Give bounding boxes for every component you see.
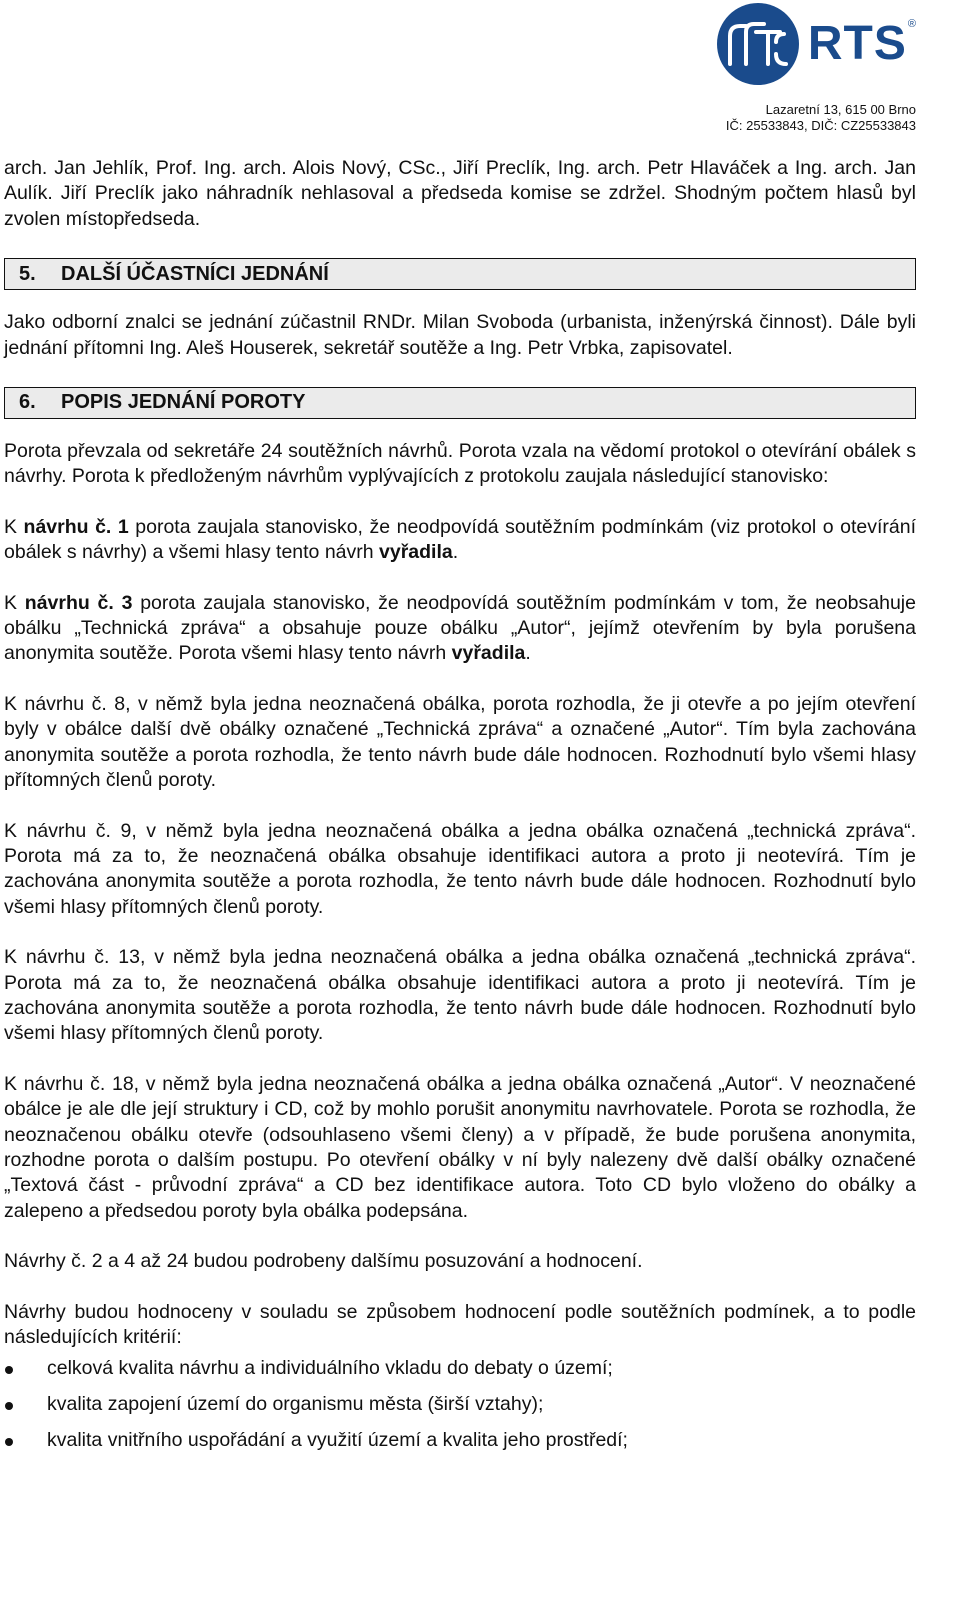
section-title: POPIS JEDNÁNÍ POROTY [61, 391, 306, 414]
text-run-bold: vyřadila [379, 541, 453, 564]
section-6-paragraph-4: K návrhu č. 8, v němž byla jedna neoznačená obálka, porota rozhodla, že ji otevře a po jejím otevření byly v obálce další dvě obálky označené „Technická zpráva“ a označené „Autor“. Tím byla zachována anonymita soutěže a porota rozhodla, že tento návrh bude dále hodnocen. Rozhodnutí bylo všemi hlasy přítomných členů poroty. [4, 692, 916, 792]
list-item: celková kvalita návrhu a individuálního vkladu do debaty o území; [4, 1350, 916, 1386]
section-5-text: Jako odborní znalci se jednání zúčastnil RNDr. Milan Svoboda (urbanista, inženýrská činnost). Dále byli jednání přítomni Ing. Aleš Houserek, sekretář soutěže a Ing. Petr Vrbka, zapisovatel. [4, 311, 916, 359]
intro-paragraph: arch. Jan Jehlík, Prof. Ing. arch. Alois Nový, CSc., Jiří Preclík, Ing. arch. Petr Hlaváček a Ing. arch. Jan Aulík. Jiří Preclík jako náhradník nehlasoval a předseda komise se zdržel. Shodným počtem hlasů byl zvolen místopředseda. [4, 157, 916, 230]
registered-mark: ® [907, 18, 916, 30]
address-line: Lazaretní 13, 615 00 Brno [765, 102, 916, 117]
section-6-paragraph-6: K návrhu č. 13, v němž byla jedna neoznačená obálka a jedna obálka označená „technická zpráva“. Porota má za to, že neoznačená obálka obsahuje identifikaci autora a proto ji neotevírá. Tím je zachována anonymita soutěže a porota rozhodla, že tento návrh bude dále hodnocen. Rozhodnutí bylo všemi hlasy přítomných členů poroty. [4, 946, 916, 1045]
rts-logo [716, 2, 916, 86]
text-run: K [4, 591, 25, 614]
section-number: 6. [19, 391, 36, 414]
section-6-paragraph-3 [4, 591, 916, 667]
text-run: . [525, 642, 531, 665]
text-run: K [4, 515, 24, 538]
section-6-paragraph-7: K návrhu č. 18, v němž byla jedna neoznačená obálka a jedna obálka označená „Autor“. V neoznačené obálce je ale dle její struktury i CD, což by mohlo porušit anonymitu navrhovatele. Porota se rozhodla, že neoznačenou obálku otevře (odsouhlaseno všemi členy) a v případě, že bude porušena anonymita, rozhodne porota o dalším postupu. Po otevření obálky v ní byly nalezeny dvě další obálky označené „Textová část - průvodní zpráva“ a CD bez identifikace autora. Toto CD bylo vloženo do obálky a zalepeno a předsedou poroty byla obálka podepsána. [4, 1072, 916, 1222]
criteria-list [4, 1350, 916, 1458]
company-address [726, 102, 916, 134]
list-item: kvalita vnitřního uspořádání a využití území a kvalita jeho prostředí; [4, 1422, 916, 1458]
section-title: DALŠÍ ÚČASTNÍCI JEDNÁNÍ [61, 262, 329, 285]
section-6-paragraph-1: Porota převzala od sekretáře 24 soutěžních návrhů. Porota vzala na vědomí protokol o otevírání obálek s návrhy. Porota k předloženým návrhům vyplývajících z protokolu zaujala následující stanovisko: [4, 440, 916, 488]
list-item: kvalita zapojení území do organismu města (širší vztahy); [4, 1386, 916, 1422]
page-header [0, 0, 960, 140]
section-6-paragraph-2 [4, 515, 916, 566]
text-run-bold: vyřadila [451, 642, 526, 665]
rts-logo-icon [716, 2, 800, 86]
section-heading-5 [4, 258, 916, 290]
section-6-paragraph-8: Návrhy č. 2 a 4 až 24 budou podrobeny dalšímu posuzování a hodnocení. [4, 1250, 643, 1273]
text-run-bold: návrhu č. 1 [23, 515, 129, 538]
text-run-bold: návrhu č. 3 [24, 591, 133, 614]
logo-wordmark: RTS [807, 17, 907, 70]
section-number: 5. [19, 262, 36, 285]
company-ids: IČ: 25533843, DIČ: CZ25533843 [725, 118, 916, 133]
text-run: porota zaujala stanovisko, že neodpovídá soutěžním podmínkám (viz protokol o otevírání obálek s návrhy) a všemi hlasy tento návrh [4, 515, 916, 564]
text-run: . [452, 541, 459, 564]
section-6-paragraph-9: Návrhy budou hodnoceny v souladu se způsobem hodnocení podle soutěžních podmínek, a to podle následujících kritérií: [4, 1300, 916, 1348]
text-run: porota zaujala stanovisko, že neodpovídá soutěžním podmínkám v tom, že neobsahuje obálku „Technická zpráva“ a obsahuje pouze obálku „Autor“, jejímž otevřením by byla porušena anonymita soutěže. Porota všemi hlasy tento návrh [4, 591, 916, 665]
section-heading-6 [4, 387, 916, 419]
document-body [4, 156, 916, 1458]
section-6-paragraph-5: K návrhu č. 9, v němž byla jedna neoznačená obálka a jedna obálka označená „technická zpráva“. Porota má za to, že neoznačená obálka obsahuje identifikaci autora a proto ji neotevírá. Tím je zachována anonymita soutěže a porota rozhodla, že tento návrh bude dále hodnocen. Rozhodnutí bylo všemi hlasy přítomných členů poroty. [4, 819, 916, 918]
